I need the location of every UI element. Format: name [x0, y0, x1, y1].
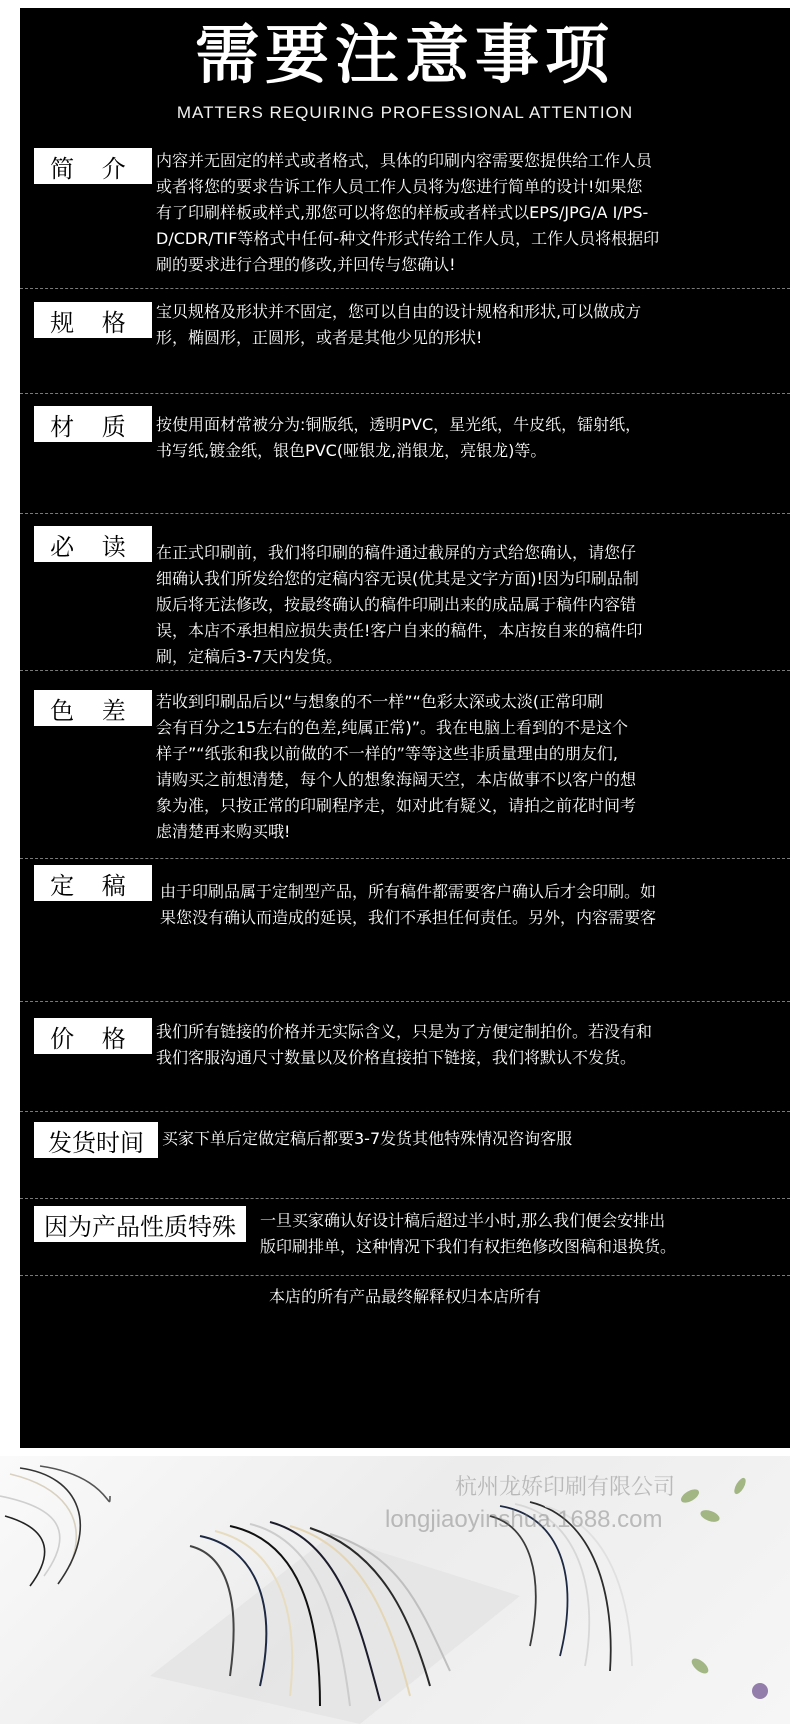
section-label-must-read: 必 读	[34, 526, 152, 562]
page-subtitle: MATTERS REQUIRING PROFESSIONAL ATTENTION	[176, 103, 634, 122]
section-label-final-draft: 定 稿	[34, 865, 152, 901]
divider	[20, 288, 790, 289]
section-text-material: 按使用面材常被分为:铜版纸，透明PVC，星光纸，牛皮纸，镭射纸， 书写纸,镀金纸，银色PVC(哑银龙,消银龙，亮银龙)等。	[156, 415, 642, 460]
watermark-url: longjiaoyinshua.1688.com	[385, 1506, 663, 1533]
divider	[20, 1001, 790, 1002]
section-text-shipping-time: 买家下单后定做定稿后都要3-7发货其他特殊情况咨询客服	[162, 1129, 573, 1148]
divider	[20, 670, 790, 671]
section-text-must-read: 在正式印刷前，我们将印刷的稿件通过截屏的方式给您确认，请您仔 细确认我们所发给您的定稿内容无误(优其是文字方面)!因为印刷品制 版后将无法修改，按最终确认的稿件印刷出来的成品属于稿件内容错 误，本店不承担相应损失责任!客户自来的稿件，本店按自来的稿件印 刷，定稿后3-7天内发货。	[156, 543, 643, 666]
section-text-special-nature: 一旦买家确认好设计稿后超过半小时,那么我们便会安排出 版印刷排单，这种情况下我们有权拒绝修改图稿和退换货。	[260, 1211, 677, 1256]
footer-note: 本店的所有产品最终解释权归本店所有	[268, 1287, 541, 1306]
page-title: 需要注意事项	[195, 18, 615, 93]
notice-panel	[20, 8, 790, 1448]
divider	[20, 1275, 790, 1276]
section-text-spec: 宝贝规格及形状并不固定，您可以自由的设计规格和形状,可以做成方 形，椭圆形，正圆形，或者是其他少见的形状!	[156, 302, 642, 347]
section-label-intro: 简 介	[34, 148, 152, 184]
section-label-spec: 规 格	[34, 302, 152, 338]
section-label-special-nature: 因为产品性质特殊	[34, 1206, 246, 1242]
section-label-material: 材 质	[34, 406, 152, 442]
watermark-company: 杭州龙娇印刷有限公司	[455, 1474, 676, 1499]
section-text-price: 我们所有链接的价格并无实际含义，只是为了方便定制拍价。若没有和 我们客服沟通尺寸数量以及价格直接拍下链接，我们将默认不发货。	[156, 1022, 653, 1067]
section-label-price: 价 格	[34, 1018, 152, 1054]
section-text-final-draft: 由于印刷品属于定制型产品，所有稿件都需要客户确认后才会印刷。如 果您没有确认而造成的延误，我们不承担任何责任。另外，内容需要客	[160, 882, 657, 927]
section-text-color-diff: 若收到印刷品后以“与想象的不一样”“色彩太深或太淡(正常印刷 会有百分之15左右的色差,纯属正常)”。我在电脑上看到的不是这个 样子”“纸张和我以前做的不一样的”等等这些非质量理由的朋友们, 请购买之前想清楚，每个人的想象海阔天空，本店做事不以客户的想 象为准，只按正常的印刷程序走，如对此有疑义，请拍之前花时间考 虑清楚再来购买哦!	[156, 692, 637, 841]
section-label-shipping-time: 发货时间	[34, 1122, 158, 1158]
product-photo	[0, 1456, 790, 1724]
section-text-intro: 内容并无固定的样式或者格式，具体的印刷内容需要您提供给工作人员 或者将您的要求告诉工作人员工作人员将为您进行简单的设计!如果您 有了印刷样板或样式,那您可以将您的样板或者样式以EPS/JPG/A I/PS- D/CDR/TIF等格式中任何-种文件形式传给工作人员，工作人员将根据印 刷的要求进行合理的修改,并回传与您确认!	[156, 151, 660, 274]
divider	[20, 858, 790, 859]
divider	[20, 393, 790, 394]
section-label-color-diff: 色 差	[34, 690, 152, 726]
divider	[20, 513, 790, 514]
divider	[20, 1198, 790, 1199]
divider	[20, 1111, 790, 1112]
